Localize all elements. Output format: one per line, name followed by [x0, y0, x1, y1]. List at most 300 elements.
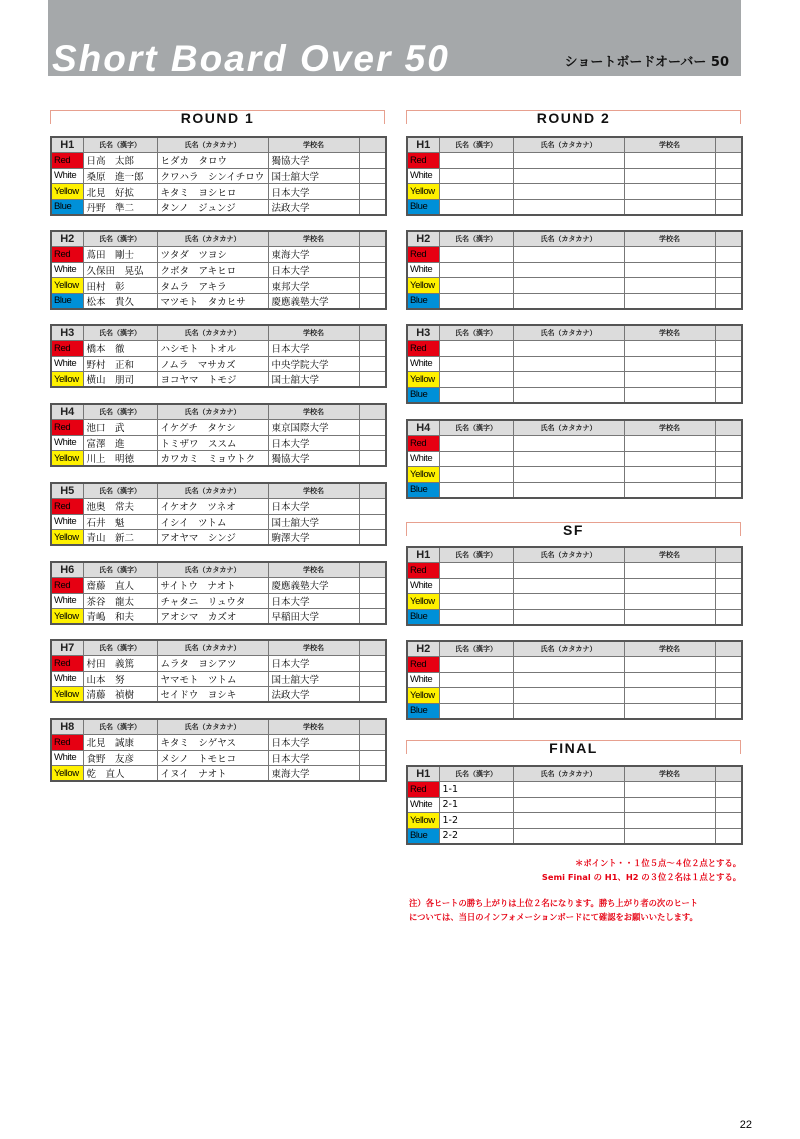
- column-school: 学校名: [624, 137, 715, 153]
- name-kanji: 1-2: [439, 813, 513, 829]
- name-kana: ツタダ ツヨシ: [157, 247, 268, 263]
- school-name: [624, 372, 715, 388]
- round1-heat-table: [50, 718, 387, 782]
- school-name: 日本大学: [268, 262, 359, 278]
- name-kana: [513, 262, 624, 278]
- result-cell: [715, 199, 742, 215]
- heat-label: H3: [51, 325, 83, 341]
- name-kanji: 食野 友彦: [83, 750, 157, 766]
- table-row: [407, 467, 742, 483]
- name-kana: イケグチ タケシ: [157, 420, 268, 436]
- school-name: 国士舘大学: [268, 372, 359, 388]
- column-blank: [359, 231, 386, 247]
- name-kana: カワカミ ミョウトク: [157, 451, 268, 467]
- jersey-color-blue: Blue: [407, 703, 439, 719]
- name-kanji: [439, 168, 513, 184]
- jersey-color-blue: Blue: [407, 199, 439, 215]
- table-row: [407, 278, 742, 294]
- column-kana: 氏名（カタカナ）: [513, 766, 624, 782]
- heat-label: H7: [51, 640, 83, 656]
- column-kanji: 氏名（漢字）: [83, 640, 157, 656]
- table-row: [407, 293, 742, 309]
- table-row: [407, 387, 742, 403]
- section-final: [406, 740, 741, 754]
- table-row: [51, 530, 386, 546]
- name-kanji: 清藤 禎樹: [83, 687, 157, 703]
- column-school: 学校名: [624, 547, 715, 563]
- table-row: [51, 687, 386, 703]
- jersey-color-white: White: [51, 750, 83, 766]
- round1-heat-table: [50, 639, 387, 703]
- school-name: [624, 293, 715, 309]
- column-blank: [359, 562, 386, 578]
- name-kana: [513, 672, 624, 688]
- name-kanji: 桑原 進一郎: [83, 168, 157, 184]
- column-school: 学校名: [624, 641, 715, 657]
- heat-label: H4: [51, 404, 83, 420]
- school-name: [624, 247, 715, 263]
- jersey-color-blue: Blue: [407, 609, 439, 625]
- column-blank: [715, 766, 742, 782]
- result-cell: [359, 199, 386, 215]
- result-cell: [359, 671, 386, 687]
- name-kana: クワハラ シンイチロウ: [157, 168, 268, 184]
- name-kana: [513, 372, 624, 388]
- school-name: [624, 797, 715, 813]
- column-kana: 氏名（カタカナ）: [157, 404, 268, 420]
- section-title: ROUND 1: [180, 110, 255, 126]
- jersey-color-white: White: [51, 593, 83, 609]
- name-kana: [513, 467, 624, 483]
- name-kana: ヨコヤマ トモジ: [157, 372, 268, 388]
- result-cell: [359, 262, 386, 278]
- column-kanji: 氏名（漢字）: [83, 483, 157, 499]
- school-name: 慶應義塾大学: [268, 293, 359, 309]
- result-cell: [715, 828, 742, 844]
- name-kanji: 村田 義篤: [83, 656, 157, 672]
- header-row: [407, 420, 742, 436]
- result-cell: [715, 688, 742, 704]
- school-name: [624, 451, 715, 467]
- school-name: 東海大学: [268, 766, 359, 782]
- name-kanji: 山本 努: [83, 671, 157, 687]
- result-cell: [715, 387, 742, 403]
- school-name: [624, 387, 715, 403]
- school-name: 日本大学: [268, 593, 359, 609]
- column-blank: [715, 547, 742, 563]
- header-row: [51, 231, 386, 247]
- name-kana: [513, 828, 624, 844]
- table-row: [51, 766, 386, 782]
- school-name: 慶應義塾大学: [268, 578, 359, 594]
- round2-heat-table: [406, 324, 743, 404]
- name-kanji: [439, 262, 513, 278]
- name-kanji: [439, 356, 513, 372]
- school-name: 東邦大学: [268, 278, 359, 294]
- name-kana: [513, 657, 624, 673]
- name-kana: イヌイ ナオト: [157, 766, 268, 782]
- name-kanji: 川上 明徳: [83, 451, 157, 467]
- table-row: [407, 341, 742, 357]
- section-round2: [406, 110, 741, 124]
- name-kanji: 日高 太郎: [83, 153, 157, 169]
- round1-heat-table: [50, 324, 387, 388]
- school-name: 中央学院大学: [268, 356, 359, 372]
- final-heat-table: [406, 765, 743, 845]
- result-cell: [715, 436, 742, 452]
- name-kana: ムラタ ヨシアツ: [157, 656, 268, 672]
- header-row: [51, 719, 386, 735]
- column-kanji: 氏名（漢字）: [83, 325, 157, 341]
- name-kana: イシイ ツトム: [157, 514, 268, 530]
- name-kanji: 2-2: [439, 828, 513, 844]
- name-kanji: 松本 貴久: [83, 293, 157, 309]
- name-kana: キタミ シゲヤス: [157, 735, 268, 751]
- result-cell: [359, 514, 386, 530]
- name-kanji: [439, 341, 513, 357]
- school-name: 国士舘大学: [268, 671, 359, 687]
- header-row: [407, 547, 742, 563]
- school-name: [624, 278, 715, 294]
- heat-label: H8: [51, 719, 83, 735]
- table-row: [407, 813, 742, 829]
- name-kanji: 池口 武: [83, 420, 157, 436]
- column-school: 学校名: [268, 404, 359, 420]
- column-blank: [359, 483, 386, 499]
- name-kana: クボタ アキヒロ: [157, 262, 268, 278]
- name-kana: タンノ ジュンジ: [157, 199, 268, 215]
- jersey-color-red: Red: [51, 656, 83, 672]
- table-row: [407, 672, 742, 688]
- column-blank: [715, 137, 742, 153]
- result-cell: [359, 499, 386, 515]
- header-row: [51, 404, 386, 420]
- name-kanji: [439, 278, 513, 294]
- name-kana: アオヤマ シンジ: [157, 530, 268, 546]
- column-kana: 氏名（カタカナ）: [157, 231, 268, 247]
- column-blank: [359, 404, 386, 420]
- result-cell: [359, 451, 386, 467]
- result-cell: [715, 341, 742, 357]
- column-kanji: 氏名（漢字）: [439, 325, 513, 341]
- name-kana: [513, 563, 624, 579]
- column-school: 学校名: [624, 420, 715, 436]
- result-cell: [715, 293, 742, 309]
- school-name: 駒澤大学: [268, 530, 359, 546]
- jersey-color-red: Red: [407, 341, 439, 357]
- column-kanji: 氏名（漢字）: [439, 547, 513, 563]
- name-kanji: [439, 451, 513, 467]
- result-cell: [359, 766, 386, 782]
- school-name: [624, 436, 715, 452]
- name-kana: [513, 797, 624, 813]
- page-number: 22: [739, 1119, 752, 1131]
- note-rule-2: については、当日のインフォメーションボードにて確認をお願いいたします。: [409, 912, 698, 922]
- heat-label: H5: [51, 483, 83, 499]
- heat-label: H6: [51, 562, 83, 578]
- jersey-color-white: White: [407, 451, 439, 467]
- table-row: [407, 609, 742, 625]
- name-kanji: [439, 594, 513, 610]
- name-kanji: [439, 436, 513, 452]
- table-row: [407, 436, 742, 452]
- column-blank: [715, 420, 742, 436]
- jersey-color-blue: Blue: [407, 482, 439, 498]
- name-kanji: [439, 153, 513, 169]
- section-round1: [50, 110, 385, 124]
- table-row: [407, 451, 742, 467]
- header-row: [407, 325, 742, 341]
- round2-heat-table: [406, 230, 743, 310]
- result-cell: [359, 293, 386, 309]
- table-row: [51, 278, 386, 294]
- column-kanji: 氏名（漢字）: [83, 562, 157, 578]
- school-name: 日本大学: [268, 184, 359, 200]
- table-row: [51, 609, 386, 625]
- column-kana: 氏名（カタカナ）: [513, 325, 624, 341]
- column-kanji: 氏名（漢字）: [439, 420, 513, 436]
- jersey-color-blue: Blue: [407, 387, 439, 403]
- school-name: [624, 563, 715, 579]
- jersey-color-yellow: Yellow: [51, 372, 83, 388]
- column-kana: 氏名（カタカナ）: [157, 640, 268, 656]
- result-cell: [715, 262, 742, 278]
- result-cell: [715, 467, 742, 483]
- name-kanji: 青山 新二: [83, 530, 157, 546]
- name-kanji: [439, 703, 513, 719]
- table-row: [407, 578, 742, 594]
- jersey-color-red: Red: [51, 247, 83, 263]
- table-row: [407, 184, 742, 200]
- name-kana: トミザワ ススム: [157, 435, 268, 451]
- jersey-color-yellow: Yellow: [407, 184, 439, 200]
- name-kanji: 青嶋 和夫: [83, 609, 157, 625]
- name-kana: ヒダカ タロウ: [157, 153, 268, 169]
- result-cell: [715, 184, 742, 200]
- jersey-color-white: White: [51, 514, 83, 530]
- heat-label: H2: [51, 231, 83, 247]
- name-kana: [513, 278, 624, 294]
- header-row: [407, 137, 742, 153]
- column-kana: 氏名（カタカナ）: [157, 137, 268, 153]
- name-kanji: 齋藤 直人: [83, 578, 157, 594]
- column-school: 学校名: [268, 719, 359, 735]
- school-name: 獨協大学: [268, 451, 359, 467]
- round1-heat-table: [50, 136, 387, 216]
- section-title: ROUND 2: [536, 110, 611, 126]
- name-kanji: [439, 293, 513, 309]
- jersey-color-white: White: [407, 168, 439, 184]
- column-blank: [715, 231, 742, 247]
- jersey-color-red: Red: [407, 247, 439, 263]
- jersey-color-blue: Blue: [407, 293, 439, 309]
- result-cell: [359, 656, 386, 672]
- name-kana: ハシモト トオル: [157, 341, 268, 357]
- column-kanji: 氏名（漢字）: [439, 137, 513, 153]
- table-row: [407, 703, 742, 719]
- header-row: [407, 766, 742, 782]
- column-kana: 氏名（カタカナ）: [513, 137, 624, 153]
- jersey-color-white: White: [407, 262, 439, 278]
- name-kana: [513, 184, 624, 200]
- header-row: [407, 231, 742, 247]
- heat-label: H1: [407, 547, 439, 563]
- table-row: [51, 262, 386, 278]
- section-title: FINAL: [549, 740, 598, 756]
- school-name: [624, 184, 715, 200]
- school-name: [624, 262, 715, 278]
- header-row: [51, 137, 386, 153]
- column-blank: [715, 641, 742, 657]
- table-row: [51, 341, 386, 357]
- name-kanji: [439, 199, 513, 215]
- column-kanji: 氏名（漢字）: [439, 231, 513, 247]
- result-cell: [715, 578, 742, 594]
- jersey-color-white: White: [51, 671, 83, 687]
- column-blank: [359, 325, 386, 341]
- table-row: [407, 262, 742, 278]
- jersey-color-yellow: Yellow: [407, 688, 439, 704]
- school-name: 東京国際大学: [268, 420, 359, 436]
- result-cell: [359, 735, 386, 751]
- name-kanji: 丹野 準二: [83, 199, 157, 215]
- name-kana: [513, 247, 624, 263]
- name-kanji: 橋本 徹: [83, 341, 157, 357]
- school-name: [624, 657, 715, 673]
- column-blank: [715, 325, 742, 341]
- jersey-color-white: White: [51, 356, 83, 372]
- name-kana: サイトウ ナオト: [157, 578, 268, 594]
- name-kana: キタミ ヨシヒロ: [157, 184, 268, 200]
- table-row: [51, 656, 386, 672]
- name-kanji: 茶谷 龍太: [83, 593, 157, 609]
- name-kana: [513, 703, 624, 719]
- result-cell: [359, 750, 386, 766]
- school-name: [624, 467, 715, 483]
- table-row: [51, 735, 386, 751]
- school-name: [624, 782, 715, 798]
- name-kana: [513, 168, 624, 184]
- name-kana: [513, 451, 624, 467]
- result-cell: [715, 672, 742, 688]
- table-row: [407, 153, 742, 169]
- table-row: [51, 356, 386, 372]
- school-name: [624, 594, 715, 610]
- note-semifinal: Semi Final の H1、H2 の３位２名は１点とする。: [541, 872, 741, 882]
- result-cell: [359, 609, 386, 625]
- table-row: [51, 750, 386, 766]
- result-cell: [715, 609, 742, 625]
- column-kanji: 氏名（漢字）: [83, 231, 157, 247]
- table-row: [407, 657, 742, 673]
- jersey-color-white: White: [407, 578, 439, 594]
- name-kanji: 野村 正和: [83, 356, 157, 372]
- table-row: [51, 184, 386, 200]
- name-kanji: 久保田 晃弘: [83, 262, 157, 278]
- jersey-color-red: Red: [51, 341, 83, 357]
- column-kanji: 氏名（漢字）: [439, 766, 513, 782]
- name-kana: アオシマ カズオ: [157, 609, 268, 625]
- column-kana: 氏名（カタカナ）: [513, 231, 624, 247]
- note-rule-1: 注）各ヒートの勝ち上がりは上位２名になります。勝ち上がり者の次のヒート: [409, 898, 699, 908]
- table-row: [407, 168, 742, 184]
- table-row: [51, 451, 386, 467]
- name-kana: チャタニ リュウタ: [157, 593, 268, 609]
- name-kana: ノムラ マサカズ: [157, 356, 268, 372]
- column-blank: [359, 640, 386, 656]
- header-row: [51, 325, 386, 341]
- jersey-color-red: Red: [407, 436, 439, 452]
- table-row: [407, 797, 742, 813]
- title-banner: [48, 0, 741, 79]
- result-cell: [359, 153, 386, 169]
- column-school: 学校名: [268, 483, 359, 499]
- table-row: [51, 435, 386, 451]
- column-school: 学校名: [624, 766, 715, 782]
- name-kanji: 田村 彰: [83, 278, 157, 294]
- name-kanji: [439, 578, 513, 594]
- round2-heat-table: [406, 419, 743, 499]
- result-cell: [359, 356, 386, 372]
- note-points: ＊ポイント・・１位５点～４位２点とする。: [575, 858, 741, 868]
- jersey-color-red: Red: [51, 735, 83, 751]
- sf-heat-table: [406, 640, 743, 720]
- jersey-color-yellow: Yellow: [407, 278, 439, 294]
- school-name: 日本大学: [268, 735, 359, 751]
- name-kanji: 横山 朋司: [83, 372, 157, 388]
- name-kana: [513, 688, 624, 704]
- school-name: 日本大学: [268, 499, 359, 515]
- table-row: [51, 199, 386, 215]
- column-school: 学校名: [268, 562, 359, 578]
- result-cell: [715, 782, 742, 798]
- result-cell: [359, 593, 386, 609]
- table-row: [407, 482, 742, 498]
- column-kana: 氏名（カタカナ）: [513, 420, 624, 436]
- name-kana: [513, 482, 624, 498]
- heat-label: H2: [407, 641, 439, 657]
- jersey-color-red: Red: [51, 578, 83, 594]
- name-kanji: 1-1: [439, 782, 513, 798]
- column-school: 学校名: [268, 231, 359, 247]
- column-kana: 氏名（カタカナ）: [157, 719, 268, 735]
- heat-label: H1: [51, 137, 83, 153]
- result-cell: [715, 657, 742, 673]
- result-cell: [715, 594, 742, 610]
- name-kanji: [439, 688, 513, 704]
- result-cell: [715, 563, 742, 579]
- result-cell: [359, 687, 386, 703]
- table-row: [51, 671, 386, 687]
- name-kana: [513, 293, 624, 309]
- name-kana: [513, 594, 624, 610]
- name-kana: セイドウ ヨシキ: [157, 687, 268, 703]
- page-title: Short Board Over 50: [52, 38, 450, 79]
- name-kanji: [439, 387, 513, 403]
- round1-heat-table: [50, 403, 387, 467]
- school-name: [624, 578, 715, 594]
- result-cell: [715, 703, 742, 719]
- jersey-color-red: Red: [51, 153, 83, 169]
- name-kana: メシノ トモヒコ: [157, 750, 268, 766]
- name-kana: [513, 609, 624, 625]
- column-blank: [359, 719, 386, 735]
- jersey-color-white: White: [51, 262, 83, 278]
- heat-label: H4: [407, 420, 439, 436]
- result-cell: [359, 278, 386, 294]
- name-kana: [513, 436, 624, 452]
- table-row: [51, 247, 386, 263]
